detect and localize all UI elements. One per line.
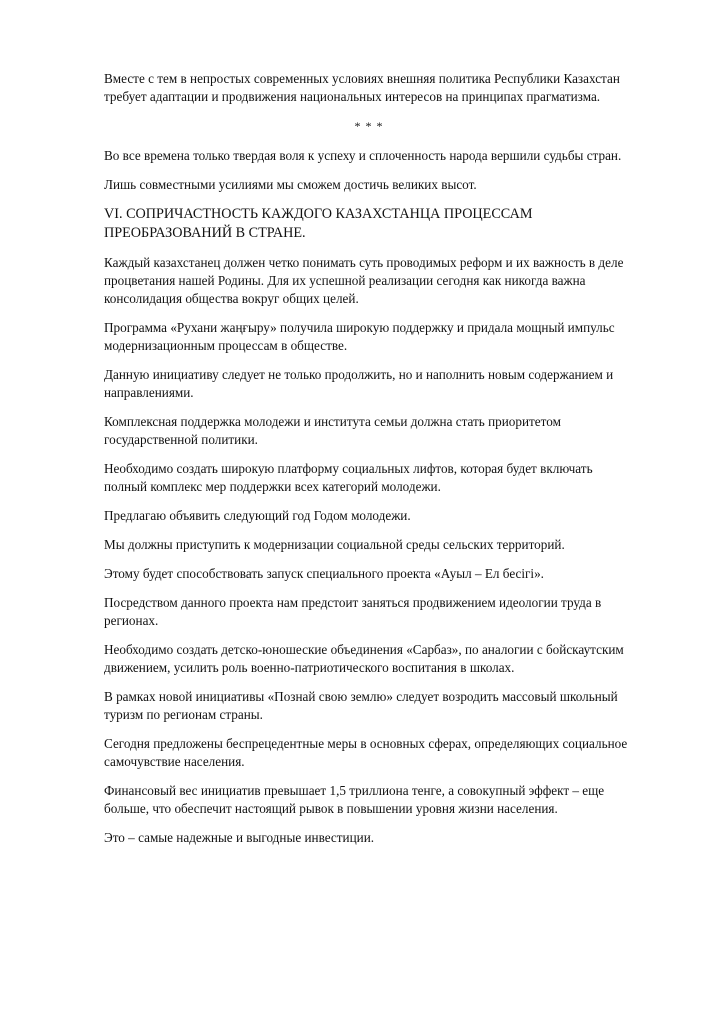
section-separator: * * * (354, 119, 384, 133)
paragraph-rural-modernization: Мы должны приступить к модернизации социальной среды сельских территорий. (104, 537, 565, 552)
paragraph-youth-family: Комплексная поддержка молодежи и института семьи должна стать приоритетом государственной политики. (104, 414, 561, 447)
paragraph-financial-weight: Финансовый вес инициатив превышает 1,5 триллиона тенге, а совокупный эффект – еще больше, что обеспечит настоящий рывок в повышении уровня жизни населения. (104, 783, 605, 816)
paragraph-auyl-project: Этому будет способствовать запуск специального проекта «Ауыл – Ел бесігі». (104, 566, 544, 581)
paragraph-joint-efforts: Лишь совместными усилиями мы сможем достичь великих высот. (104, 177, 477, 192)
paragraph-labor-ideology: Посредством данного проекта нам предстоит заняться продвижением идеологии труда в регионах. (104, 595, 602, 628)
paragraph-sarbaz: Необходимо создать детско-юношеские объединения «Сарбаз», по аналогии с бойскаутским движением, усилить роль военно-патриотического воспитания в школах. (104, 642, 624, 675)
paragraph-social-lifts: Необходимо создать широкую платформу социальных лифтов, которая будет включать полный комплекс мер поддержки всех категорий молодежи. (104, 461, 593, 494)
paragraph-investments: Это – самые надежные и выгодные инвестиции. (104, 830, 375, 845)
paragraph-reforms: Каждый казахстанец должен четко понимать суть проводимых реформ и их важность в деле процветания нашей Родины. Для их успешной реализации сегодня как никогда важна консолидация общества вокруг общих целей. (104, 255, 624, 306)
paragraph-foreign-policy: Вместе с тем в непростых современных условиях внешняя политика Республики Казахстан требует адаптации и продвижения национальных интересов на принципах прагматизма. (104, 71, 620, 104)
paragraph-initiative: Данную инициативу следует не только продолжить, но и наполнить новым содержанием и направлениями. (104, 367, 614, 400)
paragraph-year-of-youth: Предлагаю объявить следующий год Годом молодежи. (104, 508, 411, 523)
paragraph-school-tourism: В рамках новой инициативы «Познай свою землю» следует возродить массовый школьный туризм по регионам страны. (104, 689, 618, 722)
section-heading-vi: VI. СОПРИЧАСТНОСТЬ КАЖДОГО КАЗАХСТАНЦА ПРОЦЕССАМ ПРЕОБРАЗОВАНИЙ В СТРАНЕ. (104, 206, 533, 241)
paragraph-unity: Во все времена только твердая воля к успеху и сплоченность народа вершили судьбы стран. (104, 148, 622, 163)
paragraph-rukhani-zhangyru: Программа «Рухани жаңғыру» получила широкую поддержку и придала мощный импульс модернизационным процессам в обществе. (104, 320, 615, 353)
paragraph-social-measures: Сегодня предложены беспрецедентные меры в основных сферах, определяющих социальное самочувствие населения. (104, 736, 628, 769)
